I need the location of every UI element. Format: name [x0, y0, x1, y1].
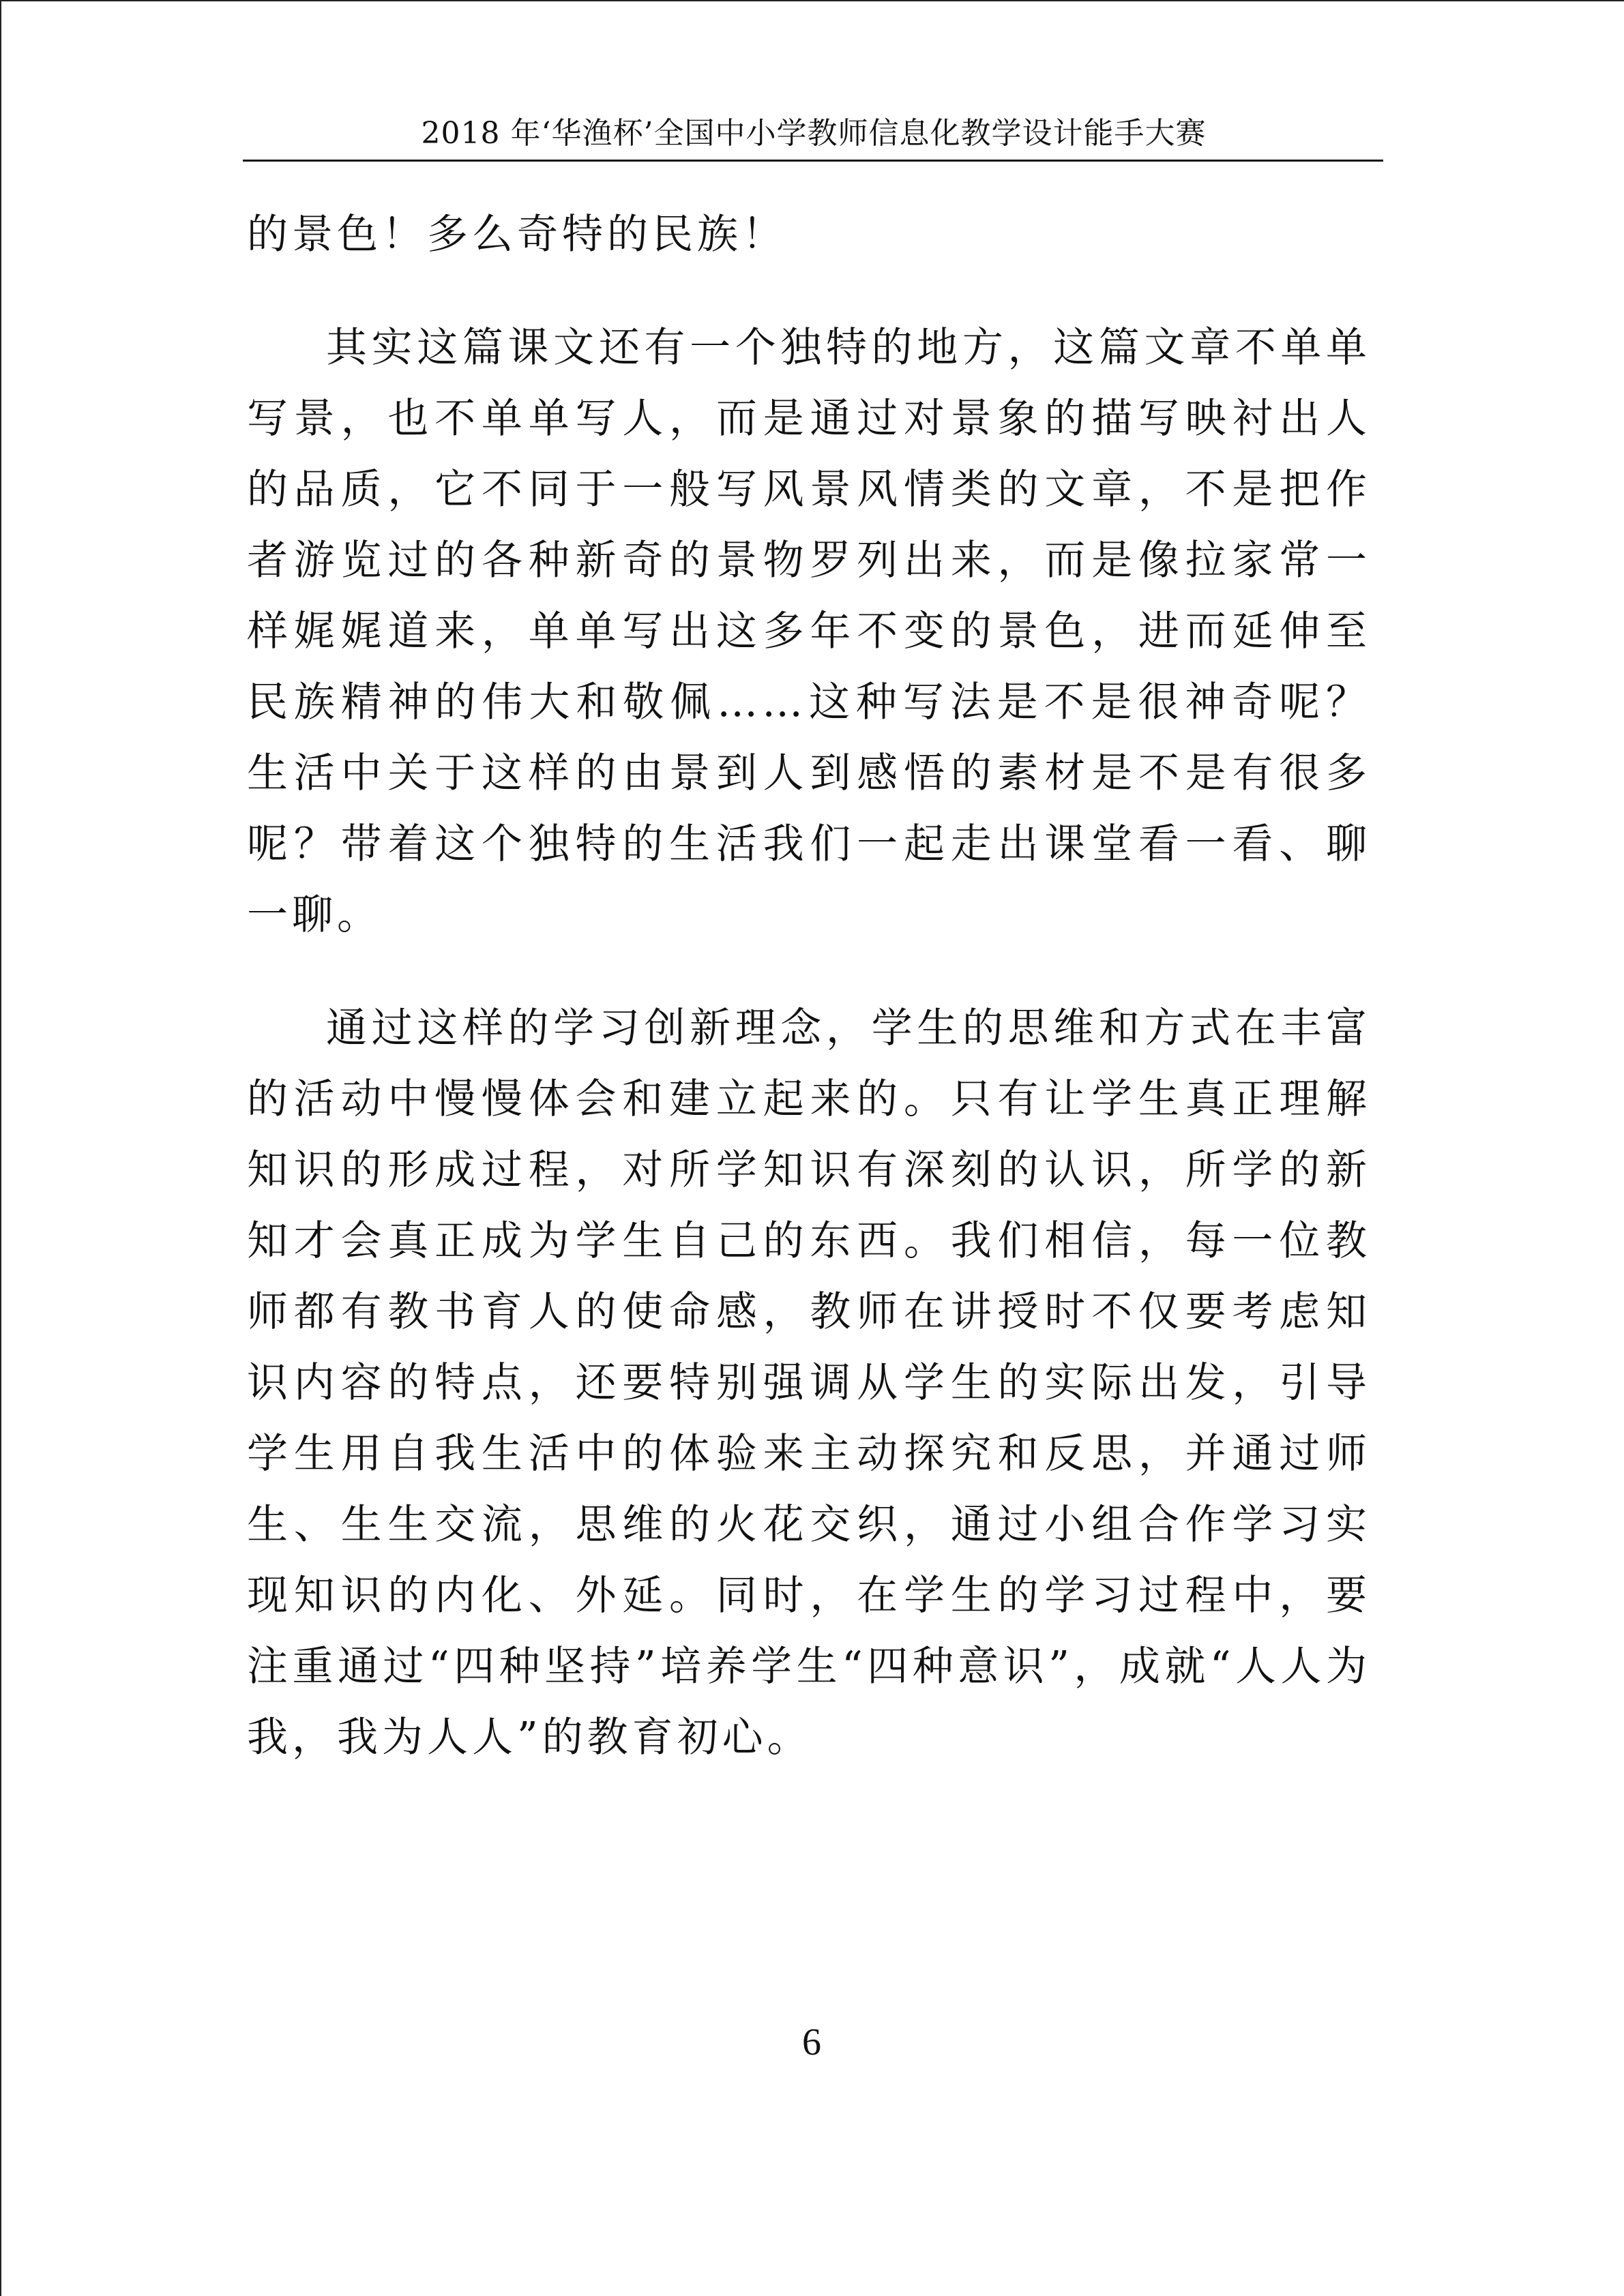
- paragraph-3: 通过这样的学习创新理念，学生的思维和方式在丰富的活动中慢慢体会和建立起来的。只有让学生真正理解知识的形成过程，对所学知识有深刻的认识，所学的新知才会真正成为学生自己的东西。我们相信，每一位教师都有教书育人的使命感，教师在讲授时不仅要考虑知识内容的特点，还要特别强调从学生的实际出发，引导学生用自我生活中的体验来主动探究和反思，并通过师生、生生交流，思维的火花交织，通过小组合作学习实现知识的内化、外延。同时，在学生的学习过程中，要注重通过“四种坚持”培养学生“四种意识”，成就“人人为我，我为人人”的教育初心。: [247, 1004, 1371, 1761]
- document-body: [247, 199, 1371, 1773]
- paragraph-2: 其实这篇课文还有一个独特的地方，这篇文章不单单写景，也不单单写人，而是通过对景象的描写映衬出人的品质，它不同于一般写风景风情类的文章，不是把作者游览过的各种新奇的景物罗列出来，而是像拉家常一样娓娓道来，单单写出这多年不变的景色，进而延伸至民族精神的伟大和敬佩……这种写法是不是很神奇呢？生活中关于这样的由景到人到感悟的素材是不是有很多呢？带着这个独特的生活我们一起走出课堂看一看、聊一聊。: [247, 324, 1371, 939]
- document-header: 2018 年‘华渔杯’全国中小学教师信息化教学设计能手大赛: [421, 116, 1207, 151]
- header-divider: [243, 160, 1383, 162]
- paragraph-continuation: 的景色！多么奇特的民族！: [247, 211, 787, 258]
- page-number: 6: [802, 2021, 821, 2063]
